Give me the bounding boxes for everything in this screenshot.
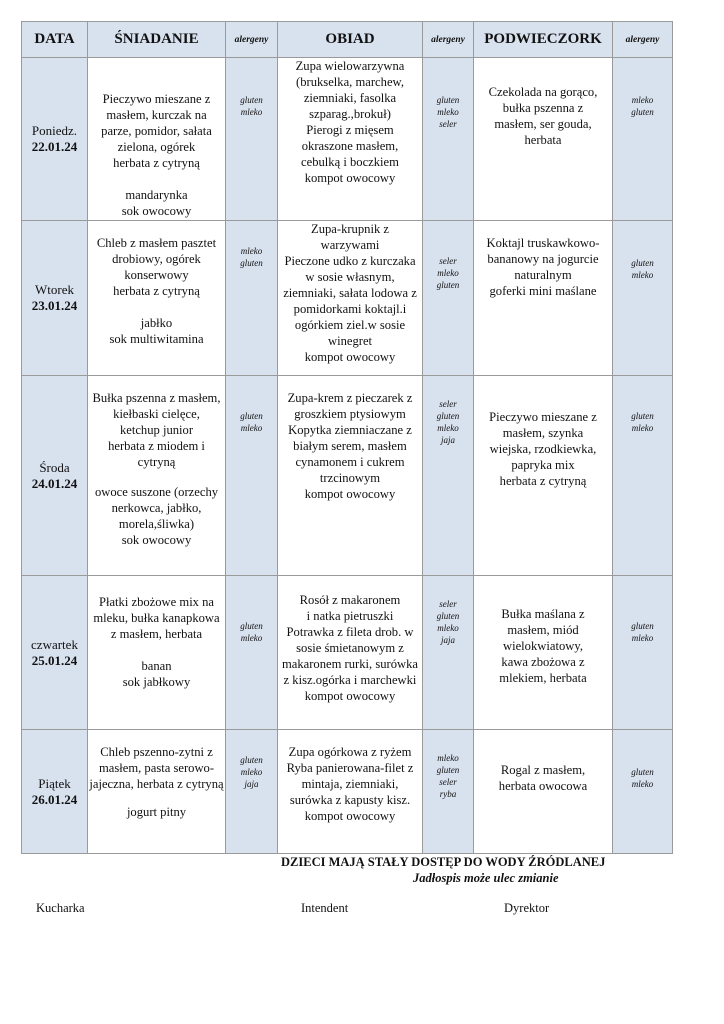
breakfast-allergens: mleko gluten [226, 221, 278, 376]
day-name: Piątek [38, 775, 71, 791]
lunch-cell [278, 221, 423, 376]
snack-text: Bułka maślana z masłem, miód wielokwiatowy, kawa zbożowa z mlekiem, herbata [499, 607, 587, 685]
breakfast-cell [88, 58, 226, 221]
snack-allergens: gluten mleko [613, 376, 673, 576]
breakfast-allergens: gluten mleko jaja [226, 730, 278, 854]
table-row-wednesday [22, 376, 673, 576]
header-snack-allergens: alergeny [613, 22, 673, 58]
snack-text: Koktajl truskawkowo- bananowy na jogurcie naturalnym goferki mini maślane [486, 236, 600, 298]
header-breakfast: ŚNIADANIE [88, 22, 226, 58]
snack-cell [474, 221, 613, 376]
table-row-monday [22, 58, 673, 221]
breakfast-extra: owoce suszone (orzechy nerkowca, jabłko, morela,śliwka) sok owocowy [94, 485, 219, 547]
day-cell [22, 58, 88, 221]
signature-director: Dyrektor [504, 901, 550, 915]
breakfast-extra: jogurt pitny [126, 805, 187, 819]
lunch-allergens: seler gluten mleko jaja [423, 376, 474, 576]
lunch-allergens: mleko gluten seler ryba [423, 730, 474, 854]
snack-allergens: mleko gluten [613, 58, 673, 221]
breakfast-allergens: gluten mleko [226, 58, 278, 221]
breakfast-cell [88, 221, 226, 376]
day-cell [22, 376, 88, 576]
snack-text: Rogal z masłem, herbata owocowa [498, 763, 588, 793]
lunch-allergens: seler mleko gluten [423, 221, 474, 376]
menu-table [21, 21, 673, 854]
header-lunch-allergens: alergeny [423, 22, 474, 58]
change-note: Jadłospis może ulec zmianie [413, 871, 559, 885]
lunch-cell [278, 730, 423, 854]
signature-steward: Intendent [301, 901, 349, 915]
day-name: Wtorek [35, 282, 74, 297]
breakfast-extra: banan sok jabłkowy [122, 659, 191, 689]
snack-allergens: gluten mleko [613, 730, 673, 854]
day-cell [22, 576, 88, 730]
day-cell [22, 730, 88, 854]
breakfast-extra: mandarynka sok owocowy [121, 188, 192, 218]
lunch-text: Rosół z makaronem i natka pietruszki Potrawka z fileta drob. w sosie śmietanowym z makaronem rurki, surówka z kisz.ogórka i marchewki kompot owocowy [281, 593, 419, 703]
header-breakfast-allergens: alergeny [226, 22, 278, 58]
breakfast-main: Płatki zbożowe mix na mleku, bułka kanapkowa z masłem, herbata [93, 595, 220, 641]
snack-cell [474, 58, 613, 221]
lunch-allergens: seler gluten mleko jaja [423, 576, 474, 730]
header-snack: PODWIECZORK [474, 22, 613, 58]
breakfast-allergens: gluten mleko [226, 576, 278, 730]
lunch-allergens: gluten mleko seler [423, 58, 474, 221]
table-row-friday [22, 730, 673, 854]
water-note: DZIECI MAJĄ STAŁY DOSTĘP DO WODY ŹRÓDLANEJ [281, 855, 606, 869]
snack-cell [474, 576, 613, 730]
snack-allergens: gluten mleko [613, 221, 673, 376]
breakfast-main: Chleb z masłem pasztet drobiowy, ogórek konserwowy herbata z cytryną [96, 236, 217, 298]
snack-allergens: gluten mleko [613, 576, 673, 730]
breakfast-main: Pieczywo mieszane z masłem, kurczak na parze, pomidor, sałata zielona, ogórek herbata z cytryną [101, 92, 212, 170]
lunch-text: Zupa ogórkowa z ryżem Ryba panierowana-filet z mintaja, ziemniaki, surówka z kapusty kisz. kompot owocowy [286, 745, 414, 823]
day-name: czwartek [31, 636, 78, 652]
signature-cook: Kucharka [36, 901, 85, 915]
day-date: 25.01.24 [31, 652, 78, 668]
breakfast-allergens: gluten mleko [226, 376, 278, 576]
table-row-thursday [22, 576, 673, 730]
day-date: 23.01.24 [31, 298, 78, 313]
breakfast-cell [88, 730, 226, 854]
snack-text: Pieczywo mieszane z masłem, szynka wiejska, rzodkiewka, papryka mix herbata z cytryną [489, 410, 597, 488]
lunch-text: Zupa-krem z pieczarek z groszkiem ptysiowym Kopytka ziemniaczane z białym serem, masłem cynamonem i cukrem trzcinowym kompot owocowy [287, 391, 413, 501]
day-date: 26.01.24 [31, 791, 78, 807]
header-row [22, 22, 673, 58]
breakfast-main: Chleb pszenno-zytni z masłem, pasta serowo- jajeczna, herbata z cytryną [89, 745, 224, 791]
day-date: 24.01.24 [31, 475, 78, 491]
breakfast-cell [88, 376, 226, 576]
lunch-cell [278, 376, 423, 576]
lunch-text: Zupa wielowarzywna (brukselka, marchew, ziemniaki, fasolka szparag.,brokuł) Pierogi z mięsem okraszone masłem, cebulką i boczkiem kompot owocowy [295, 59, 405, 185]
snack-text: Czekolada na gorąco, bułka pszenna z masłem, ser gouda, herbata [488, 85, 598, 147]
lunch-cell [278, 576, 423, 730]
header-lunch: OBIAD [278, 22, 423, 58]
day-date: 22.01.24 [31, 139, 78, 154]
snack-cell [474, 376, 613, 576]
day-name: Poniedz. [31, 123, 78, 138]
breakfast-extra: jabłko sok multiwitamina [109, 316, 204, 346]
breakfast-main: Bułka pszenna z masłem, kiełbaski cielęce, ketchup junior herbata z miodem i cytryną [92, 391, 221, 469]
day-name: Środa [39, 459, 70, 475]
lunch-text: Zupa-krupnik z warzywami Pieczone udko z kurczaka w sosie własnym, ziemniaki, sałata lodowa z pomidorkami koktajl.i ogórkiem ziel.w sosie winegret kompot owocowy [283, 222, 417, 364]
lunch-cell [278, 58, 423, 221]
header-date: DATA [22, 22, 88, 58]
table-row-tuesday [22, 221, 673, 376]
breakfast-cell [88, 576, 226, 730]
day-cell [22, 221, 88, 376]
snack-cell [474, 730, 613, 854]
